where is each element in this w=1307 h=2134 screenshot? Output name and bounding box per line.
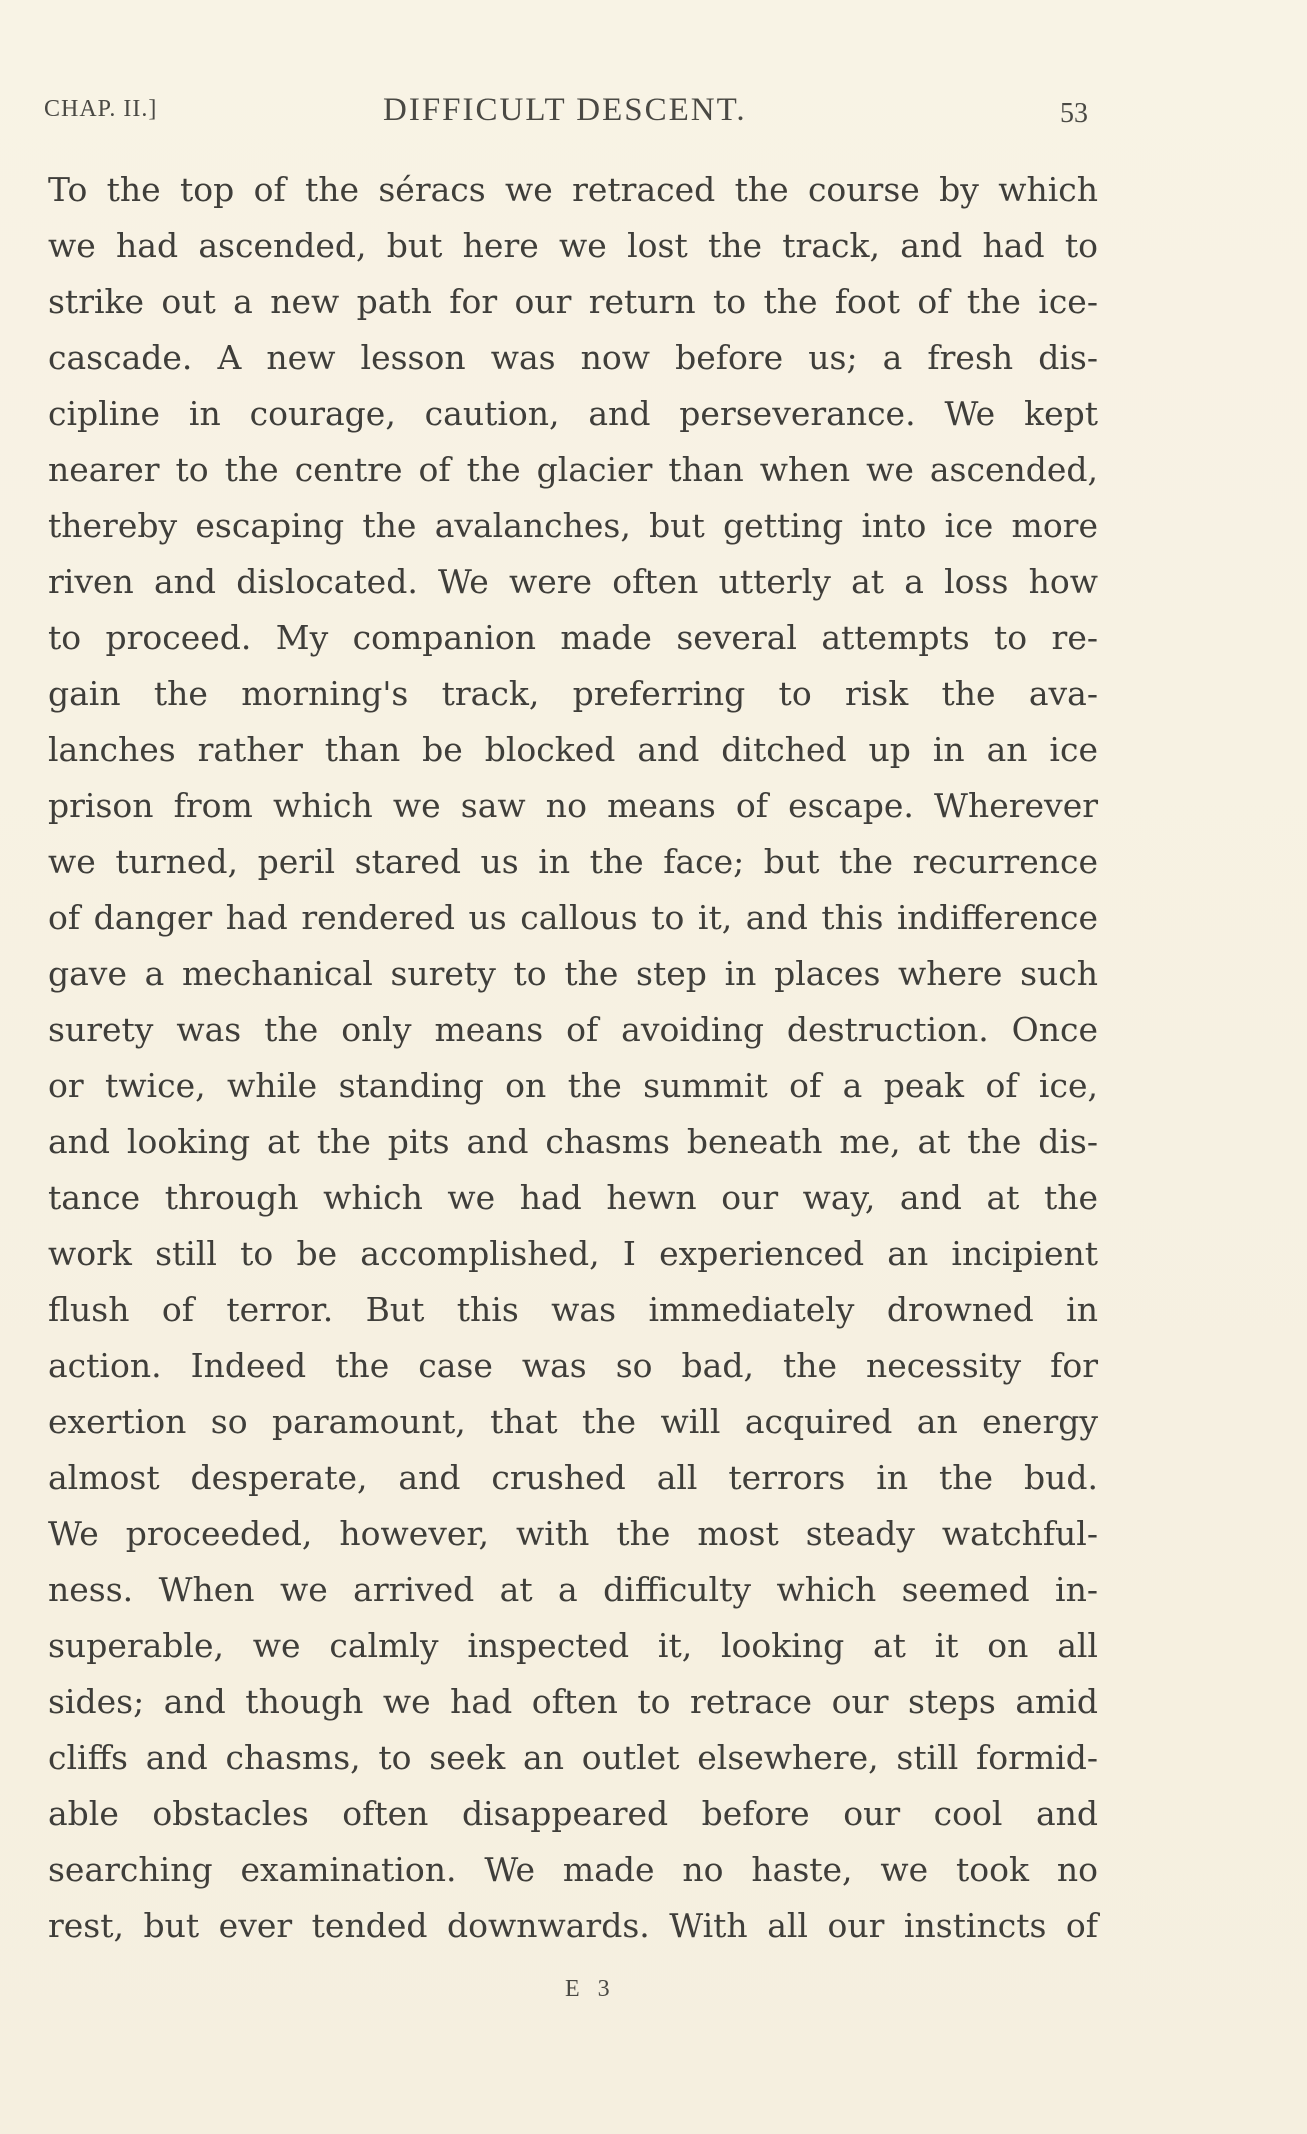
- text-line: we turned, peril stared us in the face; but the recurrence: [48, 842, 1098, 881]
- text-line: exertion so paramount, that the will acquired an energy: [48, 1402, 1098, 1441]
- text-line: nearer to the centre of the glacier than when we ascended,: [48, 450, 1098, 489]
- text-line: surety was the only means of avoiding destruction. Once: [48, 1010, 1098, 1049]
- page-number: 53: [1060, 98, 1088, 129]
- text-line: or twice, while standing on the summit of a peak of ice,: [48, 1066, 1098, 1105]
- text-line: flush of terror. But this was immediately drowned in: [48, 1290, 1098, 1329]
- text-line: almost desperate, and crushed all terrors in the bud.: [48, 1458, 1098, 1497]
- text-line: riven and dislocated. We were often utterly at a loss how: [48, 562, 1098, 601]
- text-line: gain the morning's track, preferring to risk the ava-: [48, 674, 1098, 713]
- text-line: ness. When we arrived at a difficulty which seemed in-: [48, 1570, 1098, 1609]
- text-line: thereby escaping the avalanches, but getting into ice more: [48, 506, 1098, 545]
- text-line: cascade. A new lesson was now before us; a fresh dis-: [48, 338, 1098, 377]
- text-line: We proceeded, however, with the most steady watchful-: [48, 1514, 1098, 1553]
- text-line: gave a mechanical surety to the step in places where such: [48, 954, 1098, 993]
- text-line: cliffs and chasms, to seek an outlet elsewhere, still formid-: [48, 1738, 1098, 1777]
- text-line: rest, but ever tended downwards. With all our instincts of: [48, 1906, 1098, 1945]
- text-line: prison from which we saw no means of escape. Wherever: [48, 786, 1098, 825]
- chapter-label: CHAP. II.]: [44, 96, 158, 122]
- text-line: tance through which we had hewn our way, and at the: [48, 1178, 1098, 1217]
- text-line: strike out a new path for our return to the foot of the ice-: [48, 282, 1098, 321]
- text-line: superable, we calmly inspected it, looking at it on all: [48, 1626, 1098, 1665]
- text-line: we had ascended, but here we lost the track, and had to: [48, 226, 1098, 265]
- signature-mark: E 3: [565, 1976, 616, 2002]
- text-line: work still to be accomplished, I experienced an incipient: [48, 1234, 1098, 1273]
- text-line: action. Indeed the case was so bad, the necessity for: [48, 1346, 1098, 1385]
- text-line: to proceed. My companion made several attempts to re-: [48, 618, 1098, 657]
- text-line: able obstacles often disappeared before our cool and: [48, 1794, 1098, 1833]
- text-line: sides; and though we had often to retrace our steps amid: [48, 1682, 1098, 1721]
- text-line: and looking at the pits and chasms beneath me, at the dis-: [48, 1122, 1098, 1161]
- page-title: DIFFICULT DESCENT.: [383, 92, 747, 128]
- text-line: cipline in courage, caution, and perseverance. We kept: [48, 394, 1098, 433]
- text-line: lanches rather than be blocked and ditched up in an ice: [48, 730, 1098, 769]
- text-line: To the top of the séracs we retraced the course by which: [48, 170, 1098, 209]
- text-line: of danger had rendered us callous to it, and this indifference: [48, 898, 1098, 937]
- text-line: searching examination. We made no haste, we took no: [48, 1850, 1098, 1889]
